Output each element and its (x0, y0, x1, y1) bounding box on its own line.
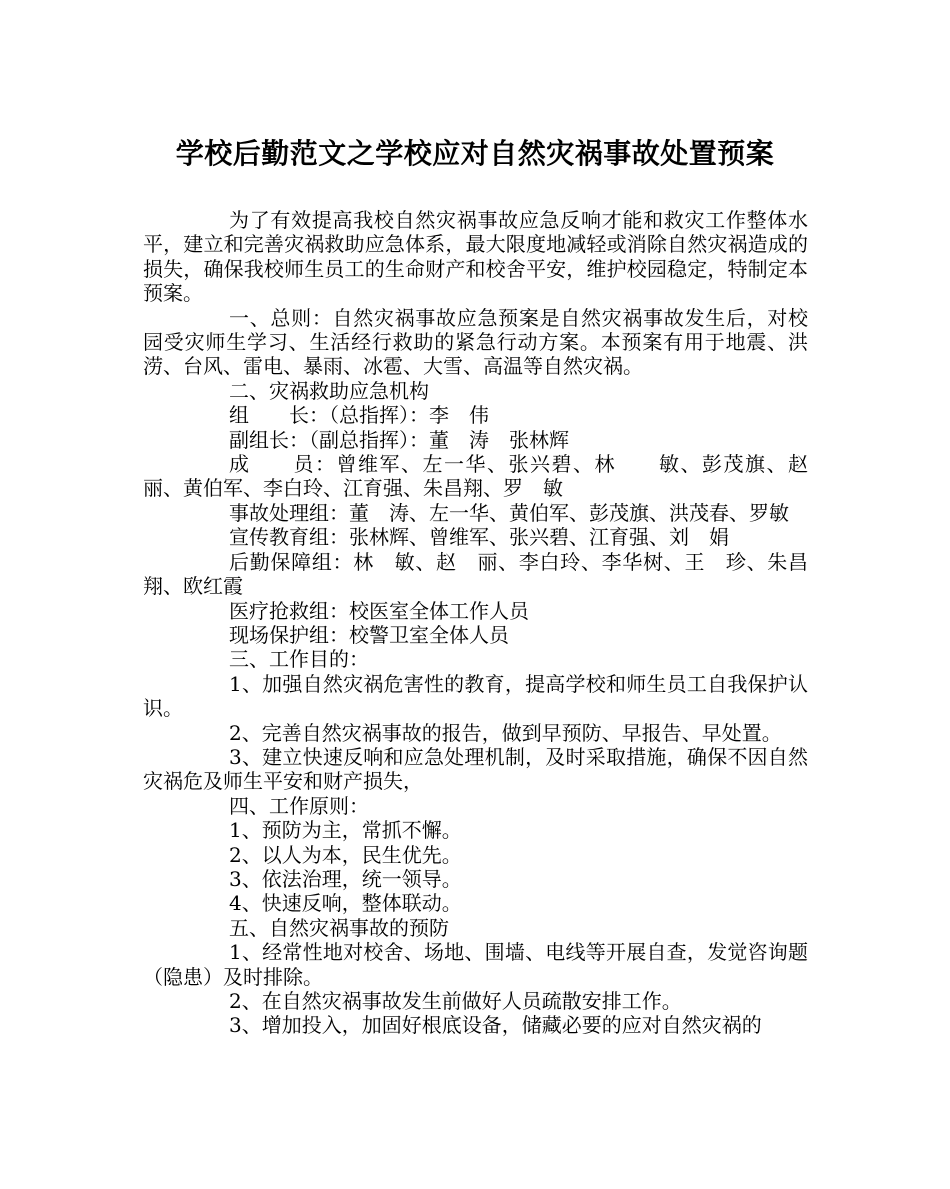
heading-disaster-prevention: 五、自然灾祸事故的预防 (229, 915, 449, 940)
heading-work-objectives: 三、工作目的： (229, 647, 369, 672)
paragraph-prevention-1: 1、经常性地对校舍、场地、围墙、电线等开展自查，发觉咨询题（隐患）及时排除。 (143, 940, 808, 989)
paragraph-objective-3: 3、建立快速反响和应急处理机制，及时采取措施，确保不因自然灾祸危及师生平安和财产损失， (143, 744, 808, 794)
paragraph-general-principles: 一、总则：自然灾祸事故应急预案是自然灾祸事故发生后，对校园受灾师生学习、生活经行救助的紧急行动方案。本预案有用于地震、洪涝、台风、雷电、暴雨、冰雹、大雪、高温等自然灾祸。 (143, 305, 808, 379)
paragraph-incident-handling-group: 事故处理组：董 涛、左一华、黄伯军、彭茂旗、洪茂春、罗敏 (229, 500, 789, 525)
heading-relief-organization: 二、灾祸救助应急机构 (229, 378, 429, 403)
paragraph-objective-2: 2、完善自然灾祸事故的报告，做到早预防、早报告、早处置。 (229, 720, 782, 745)
document-body (143, 208, 808, 1038)
paragraph-intro: 为了有效提高我校自然灾祸事故应急反响才能和救灾工作整体水平，建立和完善灾祸救助应急体系，最大限度地减轻或消除自然灾祸造成的损失，确保我校师生员工的生命财产和校舍平安，维护校园稳定，特制定本预案。 (143, 208, 808, 306)
paragraph-team-leader: 组 长：（总指挥）：李 伟 (229, 403, 489, 428)
paragraph-objective-1: 1、加强自然灾祸危害性的教育，提高学校和师生员工自我保护认识。 (143, 671, 808, 721)
paragraph-team-members: 成 员：曾维军、左一华、张兴碧、林 敏、彭茂旗、赵丽、黄伯军、李白玲、江育强、朱昌翔、罗 敏 (143, 452, 808, 501)
paragraph-principle-1: 1、预防为主，常抓不懈。 (229, 818, 462, 843)
paragraph-principle-2: 2、以人为本，民生优先。 (229, 842, 462, 867)
paragraph-site-protection-group: 现场保护组：校警卫室全体人员 (229, 622, 509, 647)
heading-work-principles: 四、工作原则： (229, 793, 369, 818)
paragraph-deputy-leader: 副组长：（副总指挥）：董 涛 张林辉 (229, 427, 569, 452)
paragraph-principle-4: 4、快速反响，整体联动。 (229, 891, 462, 916)
paragraph-publicity-education-group: 宣传教育组：张林辉、曾维军、张兴碧、江育强、刘 娟 (229, 525, 729, 550)
paragraph-prevention-2: 2、在自然灾祸事故发生前做好人员疏散安排工作。 (229, 989, 682, 1013)
paragraph-logistics-support-group: 后勤保障组：林 敏、赵 丽、李白玲、李华树、王 珍、朱昌翔、欧红霞 (143, 549, 808, 599)
document-title: 学校后勤范文之学校应对自然灾祸事故处置预案 (175, 137, 775, 170)
paragraph-principle-3: 3、依法治理，统一领导。 (229, 866, 462, 891)
paragraph-prevention-3: 3、增加投入，加固好根底设备，储藏必要的应对自然灾祸的 (229, 1013, 762, 1038)
paragraph-medical-rescue-group: 医疗抢救组：校医室全体工作人员 (229, 598, 529, 623)
